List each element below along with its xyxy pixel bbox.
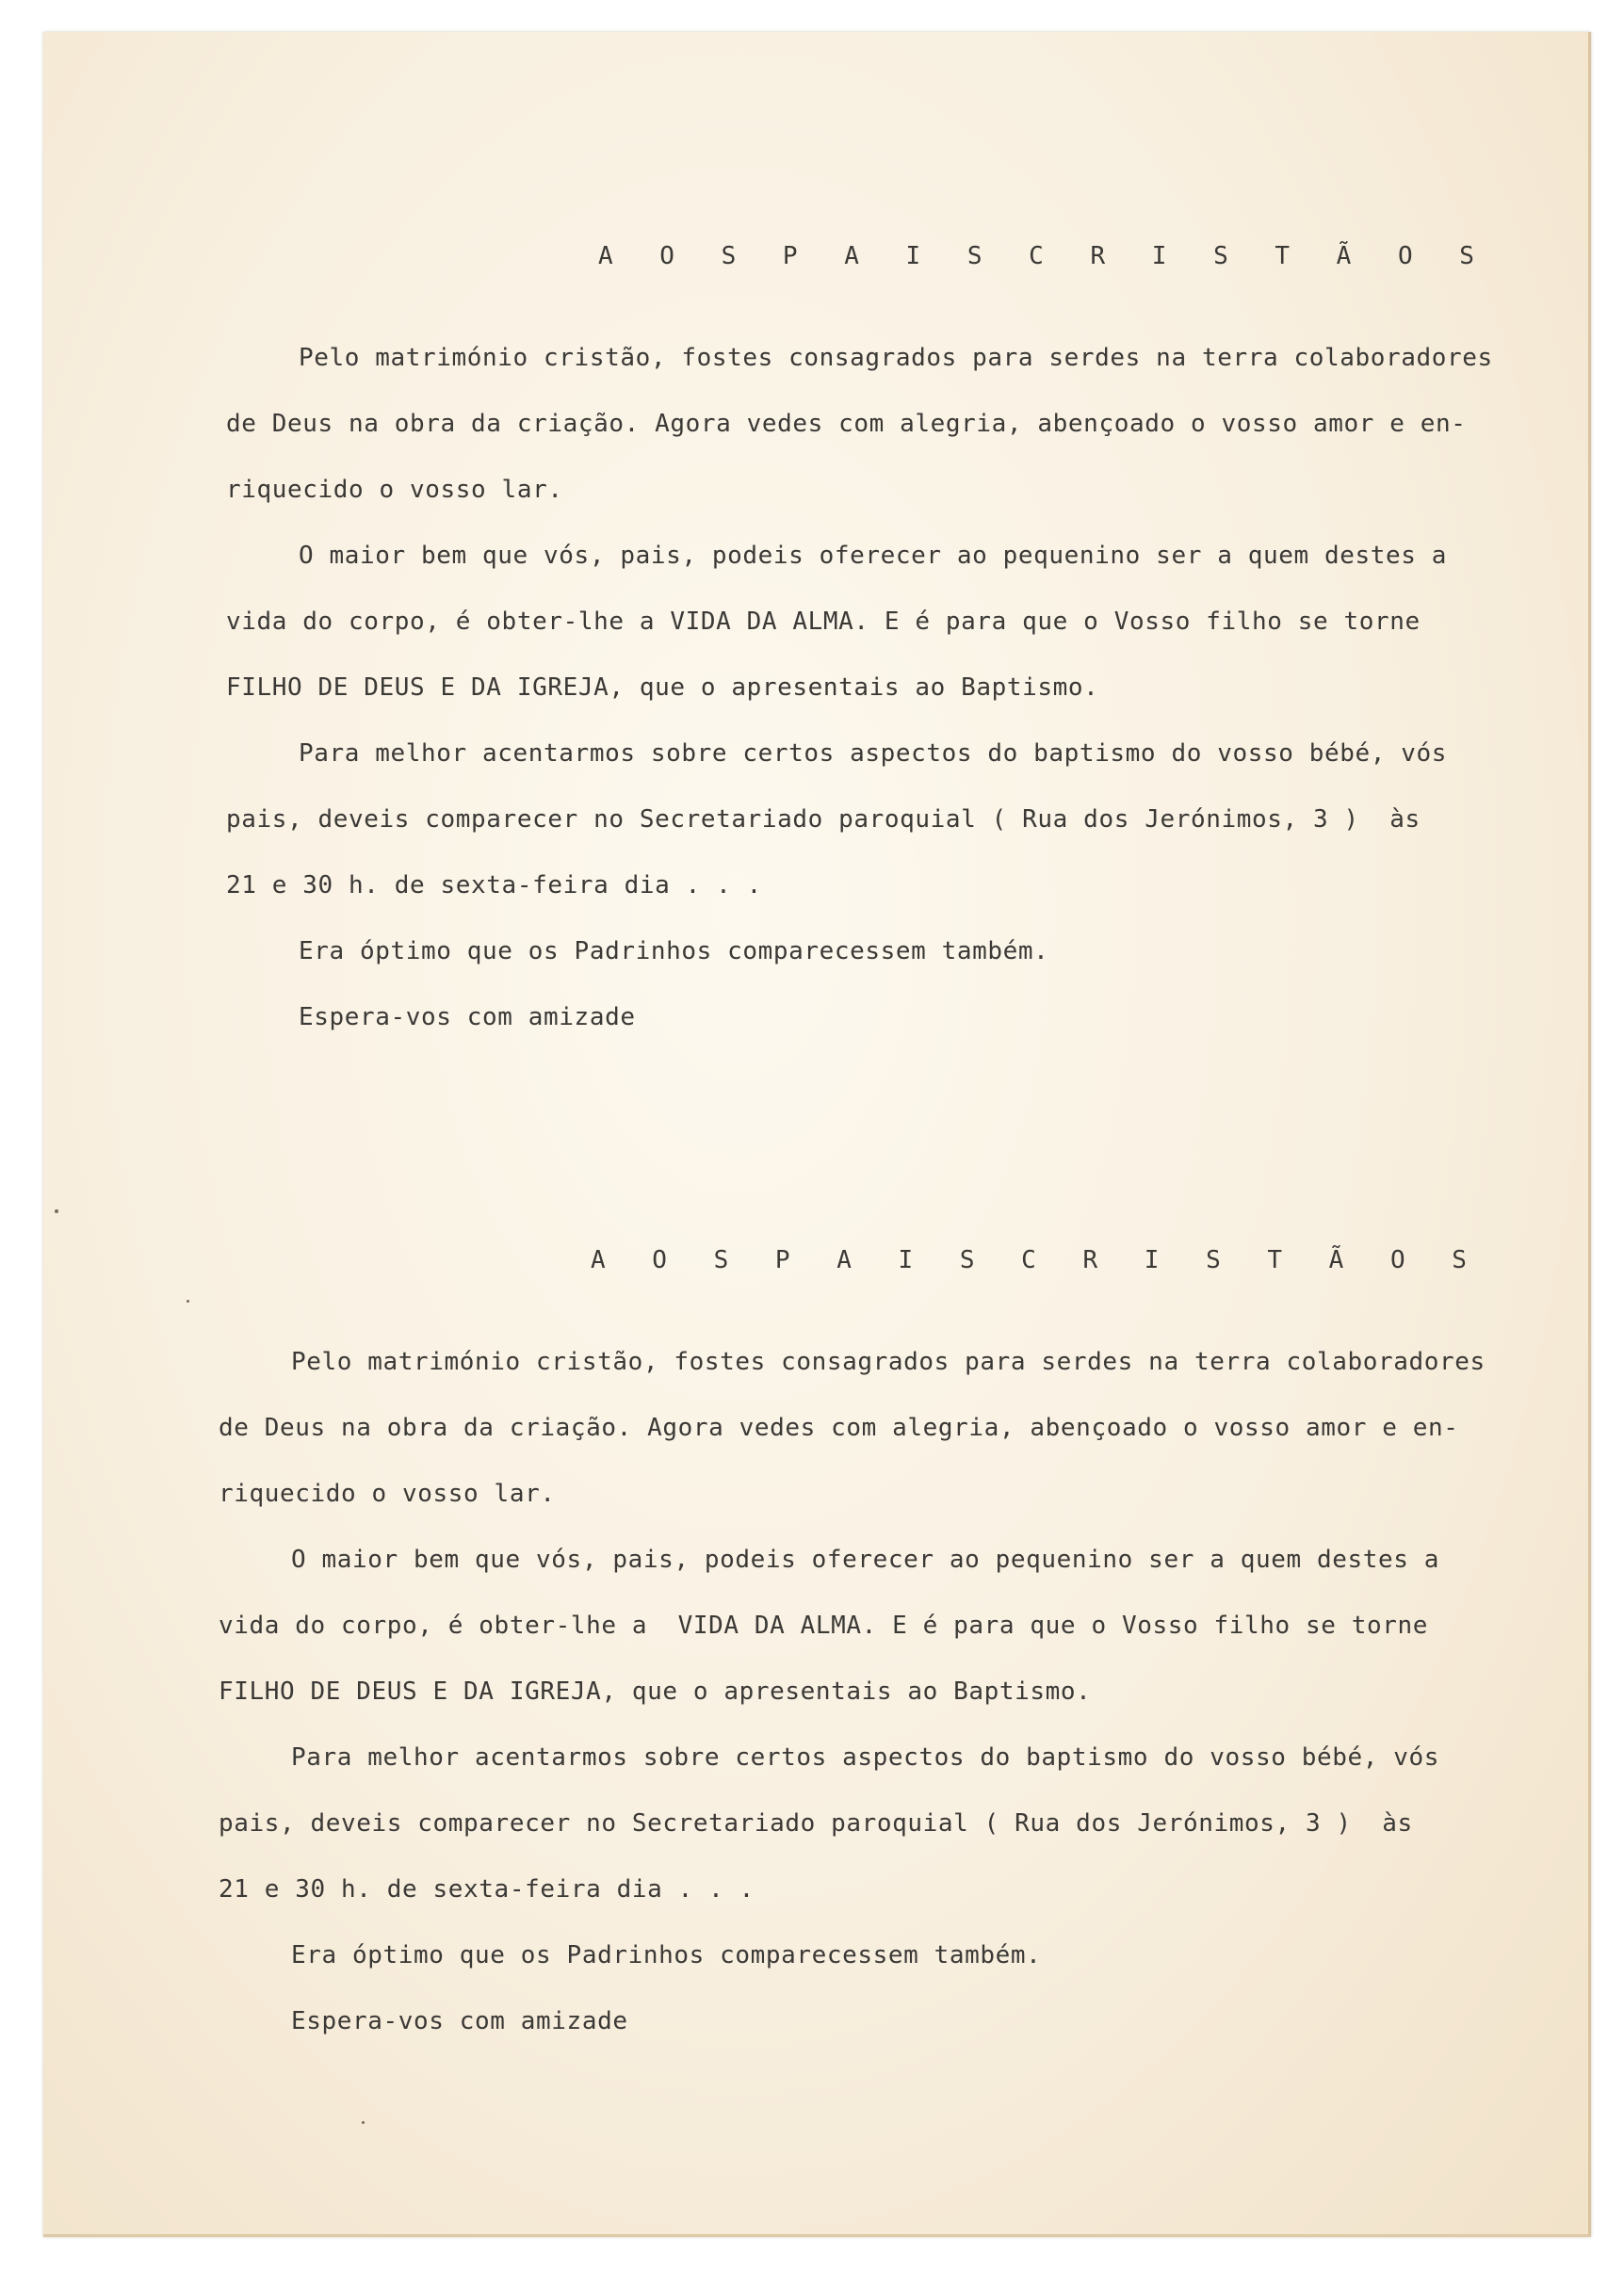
paragraph-line: Era óptimo que os Padrinhos comparecessem também.	[299, 937, 1049, 965]
paper-speck	[187, 1300, 189, 1303]
paragraph-line: 21 e 30 h. de sexta-feira dia . . .	[219, 1875, 755, 1904]
paragraph-line: vida do corpo, é obter-lhe a VIDA DA ALMA. E é para que o Vosso filho se torne	[226, 608, 1421, 636]
paragraph-line: Para melhor acentarmos sobre certos aspectos do baptismo do vosso bébé, vós	[291, 1743, 1439, 1772]
notice-title: A O S P A I S C R I S T Ã O S	[598, 242, 1490, 270]
paragraph-line: FILHO DE DEUS E DA IGREJA, que o apresentais ao Baptismo.	[219, 1677, 1092, 1706]
paragraph-line: pais, deveis comparecer no Secretariado paroquial ( Rua dos Jerónimos, 3 ) às	[219, 1809, 1413, 1838]
paragraph-line: O maior bem que vós, pais, podeis oferecer ao pequenino ser a quem destes a	[299, 542, 1447, 570]
paragraph-line: pais, deveis comparecer no Secretariado paroquial ( Rua dos Jerónimos, 3 ) às	[226, 805, 1421, 834]
notice-title: A O S P A I S C R I S T Ã O S	[591, 1246, 1483, 1274]
paragraph-line: FILHO DE DEUS E DA IGREJA, que o apresentais ao Baptismo.	[226, 673, 1099, 702]
notice-body	[219, 1329, 1575, 2054]
paragraph-line: Pelo matrimónio cristão, fostes consagrados para serdes na terra colaboradores	[299, 344, 1493, 372]
closing-line: Espera-vos com amizade	[299, 1003, 636, 1031]
notice-section-1	[226, 235, 1583, 1050]
paragraph-line: riquecido o vosso lar.	[226, 476, 563, 504]
paragraph-line: O maior bem que vós, pais, podeis oferecer ao pequenino ser a quem destes a	[291, 1546, 1439, 1574]
paragraph-line: de Deus na obra da criação. Agora vedes com alegria, abençoado o vosso amor e en-	[219, 1414, 1459, 1442]
paper-speck	[55, 1209, 58, 1213]
paragraph-line: Para melhor acentarmos sobre certos aspectos do baptismo do vosso bébé, vós	[299, 739, 1447, 768]
paper-speck	[362, 2121, 365, 2124]
paragraph-line: de Deus na obra da criação. Agora vedes com alegria, abençoado o vosso amor e en-	[226, 410, 1467, 438]
notice-section-2	[219, 1240, 1575, 2054]
paragraph-line: Era óptimo que os Padrinhos comparecessem também.	[291, 1941, 1042, 1969]
paragraph-line: riquecido o vosso lar.	[219, 1480, 556, 1508]
paragraph-line: 21 e 30 h. de sexta-feira dia . . .	[226, 871, 762, 899]
notice-body	[226, 325, 1583, 1050]
paragraph-line: vida do corpo, é obter-lhe a VIDA DA ALMA. E é para que o Vosso filho se torne	[219, 1612, 1429, 1640]
closing-line: Espera-vos com amizade	[291, 2007, 628, 2035]
paragraph-line: Pelo matrimónio cristão, fostes consagrados para serdes na terra colaboradores	[291, 1348, 1486, 1376]
